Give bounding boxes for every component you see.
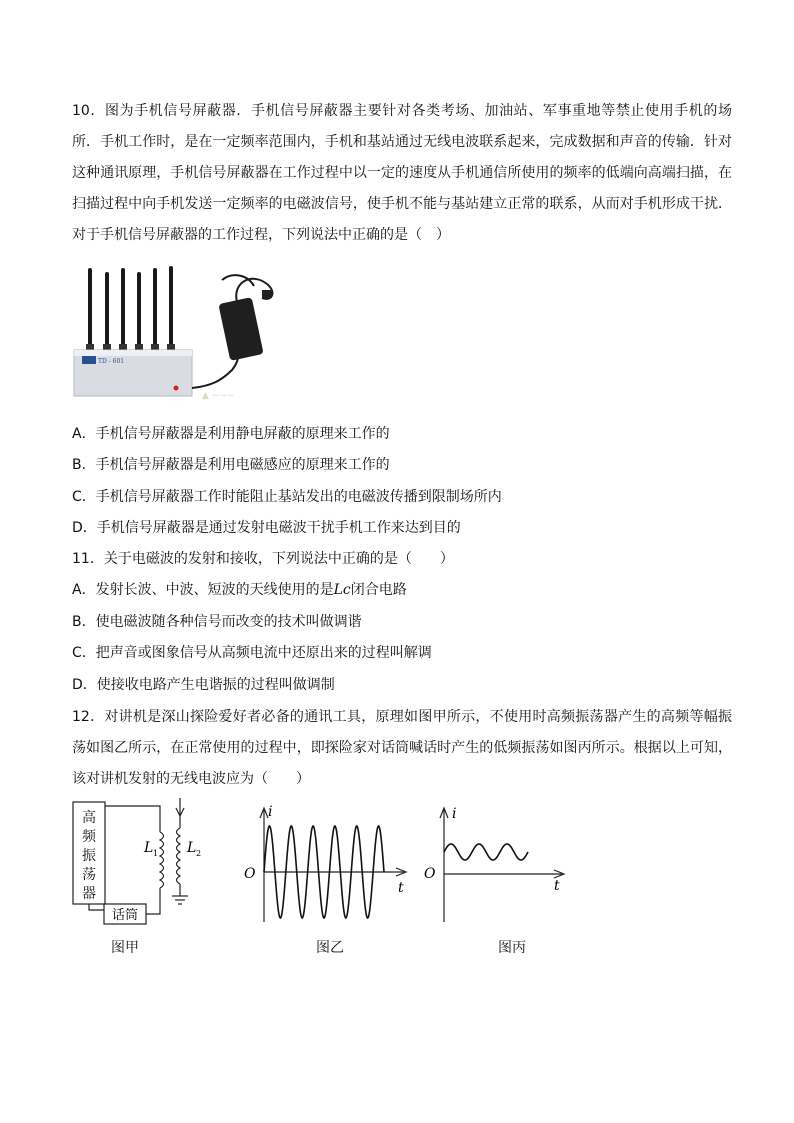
l1-subscript: 1 [153,849,159,858]
oscillator-char-2: 频 [82,829,96,845]
figure-bing-caption: 图丙 [498,940,526,956]
q11-option-b: B．使电磁波随各种信号而改变的技术叫做调谐 [72,614,362,630]
q10-option-a: A．手机信号屏蔽器是利用静电屏蔽的原理来工作的 [72,426,390,442]
yi-x-axis-label: t [398,880,404,896]
question-10-stem: 10．图为手机信号屏蔽器．手机信号屏蔽器主要针对各类考场、加油站、军事重地等禁止使用手机的场所．手机工作时，是在一定频率范围内，手机和基站通过无线电波联系起来，完成数据和声音的传输．针对这种通讯原理，手机信号屏蔽器在工作过程中以一定的速度从手机通信所使用的频率的低端向高端扫描，在扫描过程中向手机发送一定频率的电磁波信号，使手机不能与基站建立正常的联系，从而对手机形成干扰．对于手机信号屏蔽器的工作过程，下列说法中正确的是（ ） [72,103,732,243]
oscillator-char-4: 荡 [82,867,96,883]
yi-y-axis-label: i [268,804,273,820]
device-model-label: TD - 601 [98,358,125,365]
q11-option-a-text: A．发射长波、中波、短波的天线使用的是 [72,582,334,598]
q11-option-d: D．使接收电路产生电谐振的过程叫做调制 [72,677,335,693]
lc-symbol: Lc [333,582,351,598]
oscillator-char-3: 振 [82,848,96,864]
oscillator-char-5: 器 [82,886,96,902]
figure-yi-caption: 图乙 [316,940,344,956]
figure-jia-circuit [68,792,218,932]
l1-label: L [144,840,154,856]
oscillator-char-1: 高 [82,810,96,826]
q10-option-c: C．手机信号屏蔽器工作时能阻止基站发出的电磁波传播到限制场所内 [72,489,502,505]
q11-option-a-text-end: 闭合电路 [350,582,407,598]
signal-jammer-photo [72,262,282,402]
figure-jia-caption: 图甲 [111,940,139,956]
q10-option-b: B．手机信号屏蔽器是利用电磁感应的原理来工作的 [72,457,390,473]
figure-yi-graph [238,800,408,926]
l2-label: L [187,840,197,856]
bing-origin-label: O [424,866,436,882]
q11-option-c: C．把声音或图象信号从高频电流中还原出来的过程叫解调 [72,645,432,661]
q10-option-d: D．手机信号屏蔽器是通过发射电磁波干扰手机工作来达到目的 [72,520,461,536]
bing-y-axis-label: i [452,806,457,822]
l2-subscript: 2 [196,849,202,858]
figure-bing-graph [418,800,568,926]
bing-x-axis-label: t [554,878,560,894]
question-11-stem: 11．关于电磁波的发射和接收，下列说法中正确的是（ ） [72,551,454,567]
question-12-stem: 12．对讲机是深山探险爱好者必备的通讯工具，原理如图甲所示，不使用时高频振荡器产生的高频等幅振荡如图乙所示，在正常使用的过程中，即探险家对话筒喊话时产生的低频振荡如图丙所示。根据以上可知，该对讲机发射的无线电波应为（ ） [72,709,732,787]
svg-text:▲ ~~~: ▲ ~~~ [202,391,235,401]
mic-label: 话筒 [111,908,139,923]
q11-option-a [72,580,407,600]
yi-origin-label: O [244,866,256,882]
